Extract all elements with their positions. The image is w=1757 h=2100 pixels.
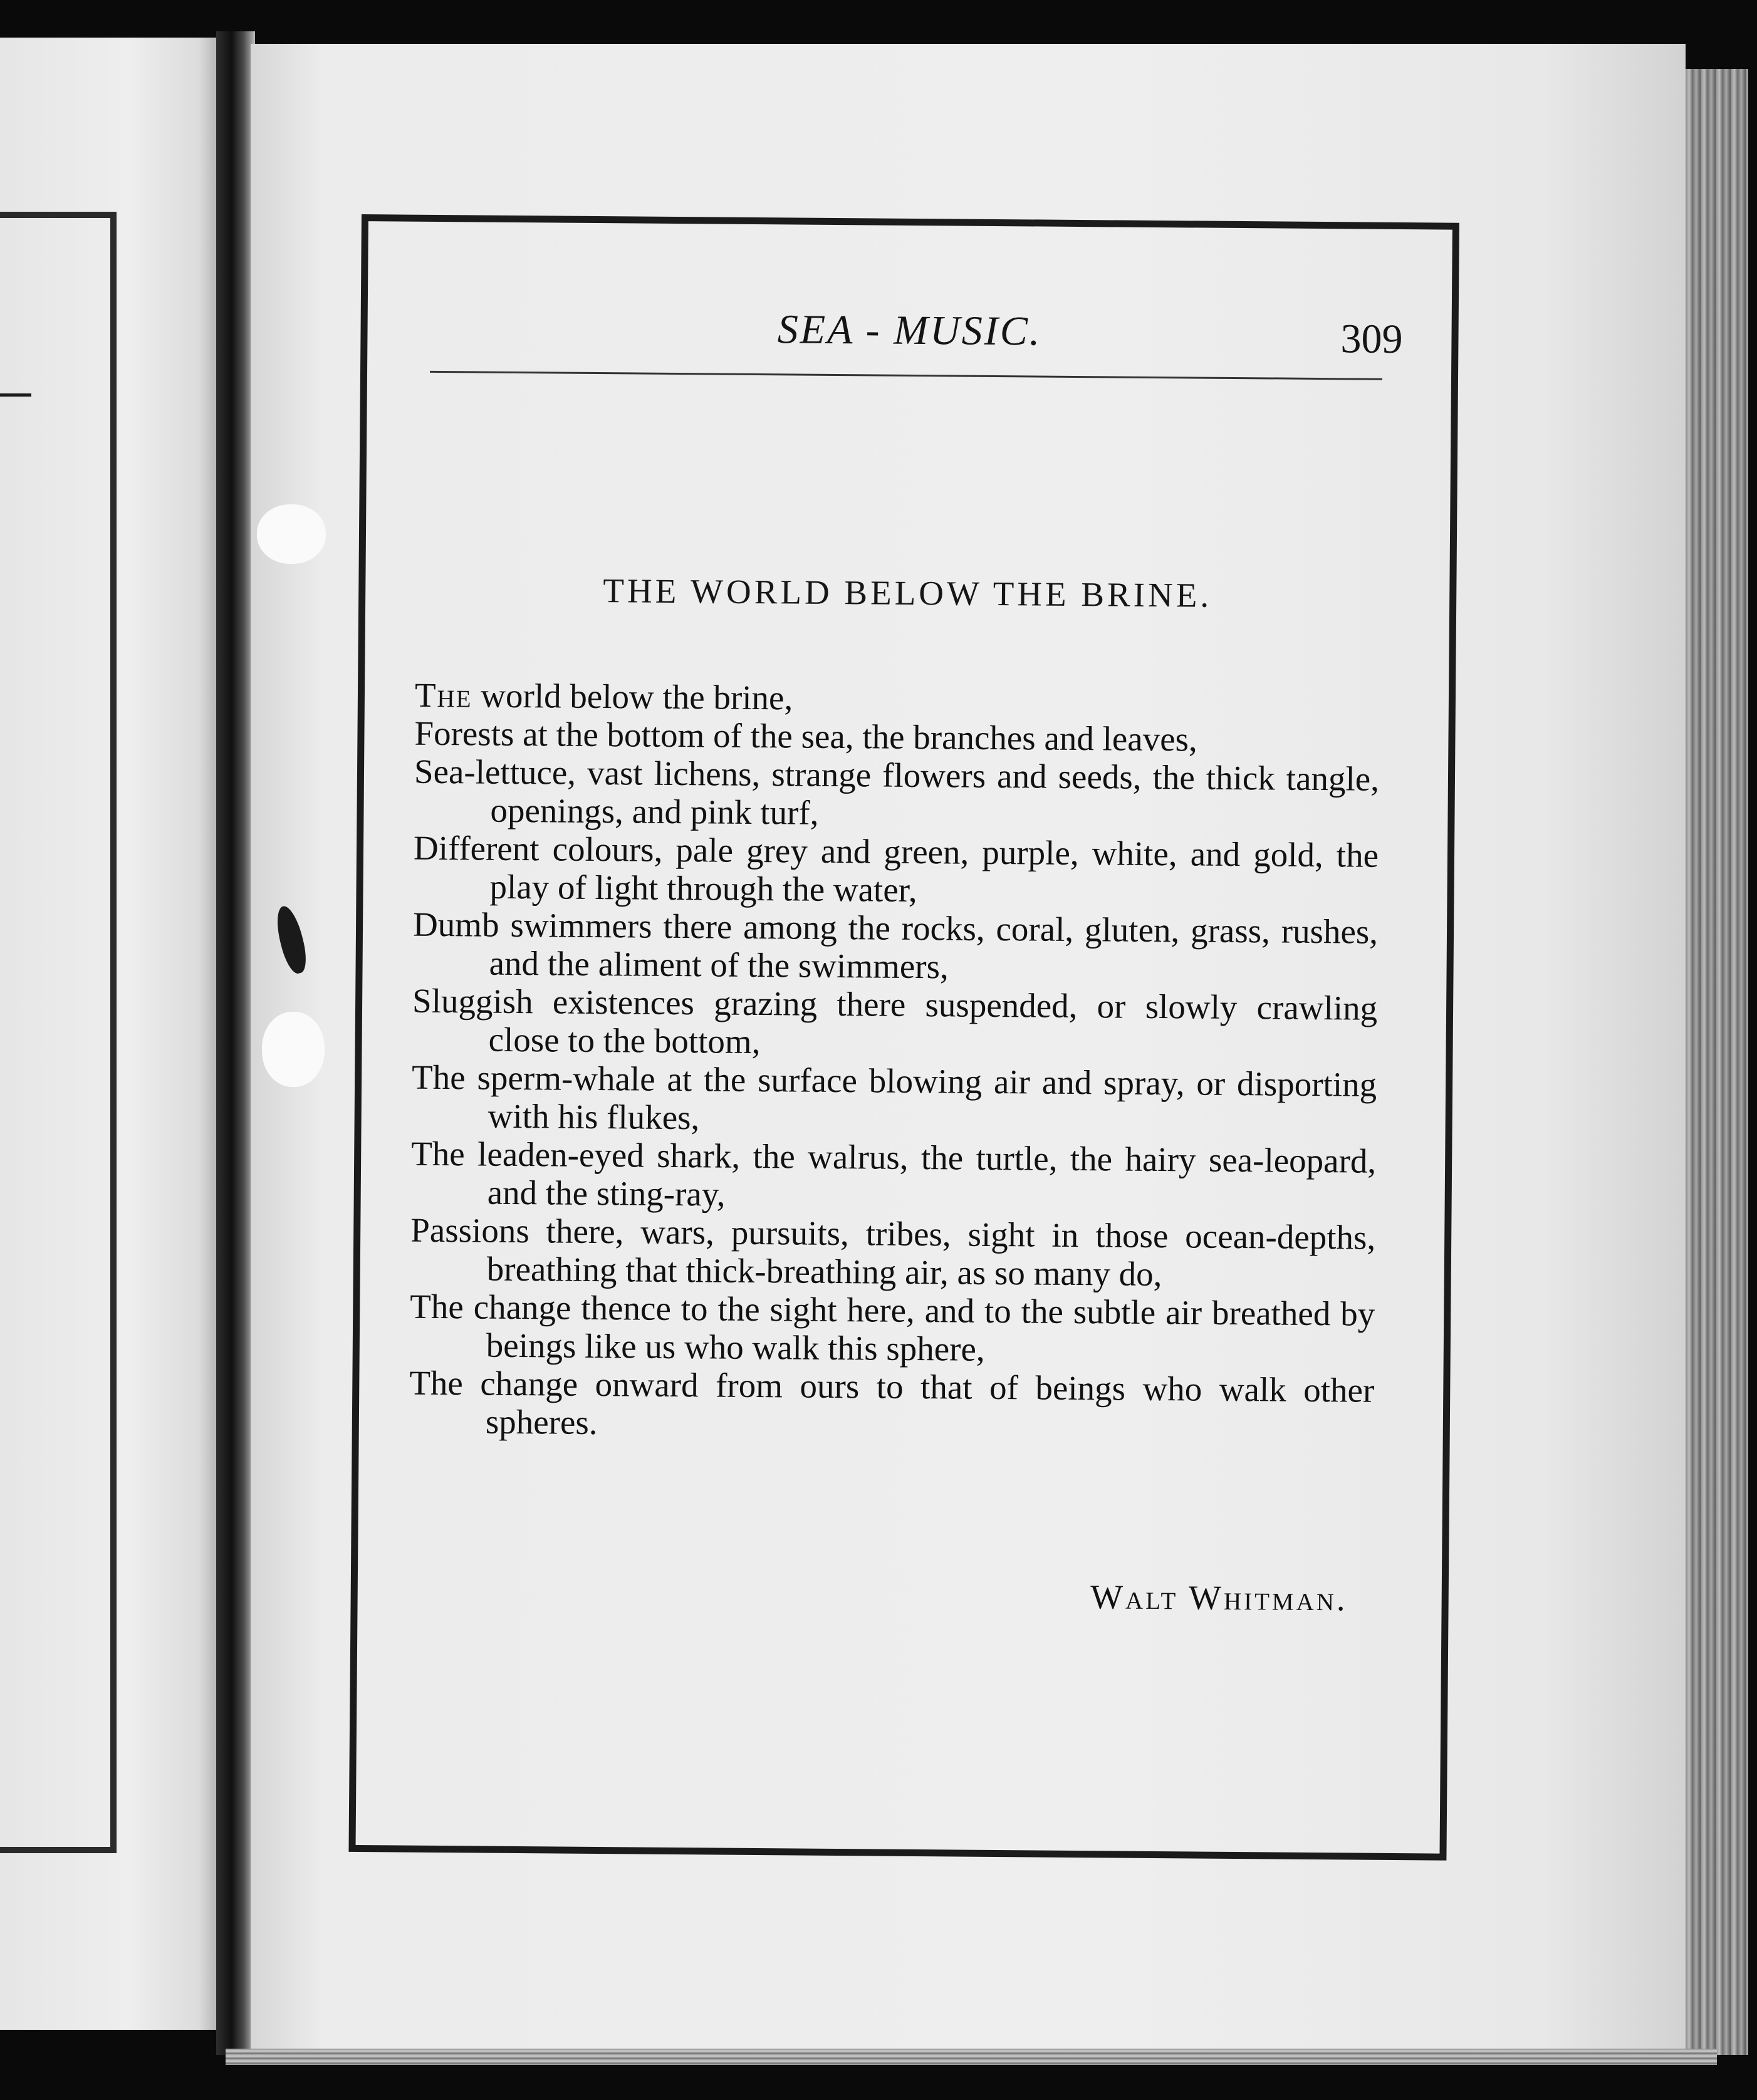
poem-first-word: The: [414, 675, 472, 715]
poem-line: The change thence to the sight here, and to the subtle air breathed by beings like us who walk this sphere,: [410, 1287, 1375, 1368]
poem-first-line-rest: world below the brine,: [472, 676, 793, 717]
previous-page: [0, 38, 220, 2030]
poem-body: [409, 676, 1380, 1448]
text-frame: [348, 214, 1459, 1861]
poem-line: Dumb swimmers there among the rocks, coral, gluten, grass, rushes, and the aliment of the swimmers,: [412, 905, 1379, 986]
previous-page-rule: [0, 393, 31, 397]
page-bottom-edge: [226, 2049, 1717, 2065]
header-rule: [430, 371, 1382, 380]
poem-line: Different colours, pale grey and green, purple, white, and gold, the play of light through the water,: [413, 828, 1379, 909]
poem-line: The leaden-eyed shark, the walrus, the turtle, the hairy sea-leopard, and the sting-ray,: [410, 1134, 1377, 1214]
book-gutter: [216, 31, 255, 2055]
page-fore-edge: [1686, 69, 1748, 2055]
poem-line: Forests at the bottom of the sea, the branches and leaves,: [414, 714, 1198, 759]
running-head: SEA - MUSIC.: [777, 306, 1042, 355]
poem-title: THE WORLD BELOW THE BRINE.: [603, 571, 1212, 615]
poem-line: The sperm-whale at the surface blowing air and spray, or disporting with his flukes,: [411, 1058, 1377, 1137]
poem-line: The change onward from ours to that of beings who walk other spheres.: [409, 1363, 1375, 1442]
poem-line: Sluggish existences grazing there suspended, or slowly crawling close to the bottom,: [412, 981, 1378, 1061]
poem-line: Sea-lettuce, vast lichens, strange flowers and seeds, the thick tangle, openings, and pink turf,: [414, 752, 1380, 832]
poem-line: Passions there, wars, pursuits, tribes, sight in those ocean-depths, breathing that thick-breathing air, as so many do,: [410, 1210, 1376, 1294]
poem-author: Walt Whitman.: [1090, 1578, 1348, 1618]
paper-blemish: [257, 504, 326, 564]
page-number: 309: [1340, 316, 1403, 363]
paper-blemish: [262, 1012, 325, 1087]
previous-page-frame: [0, 212, 117, 1853]
